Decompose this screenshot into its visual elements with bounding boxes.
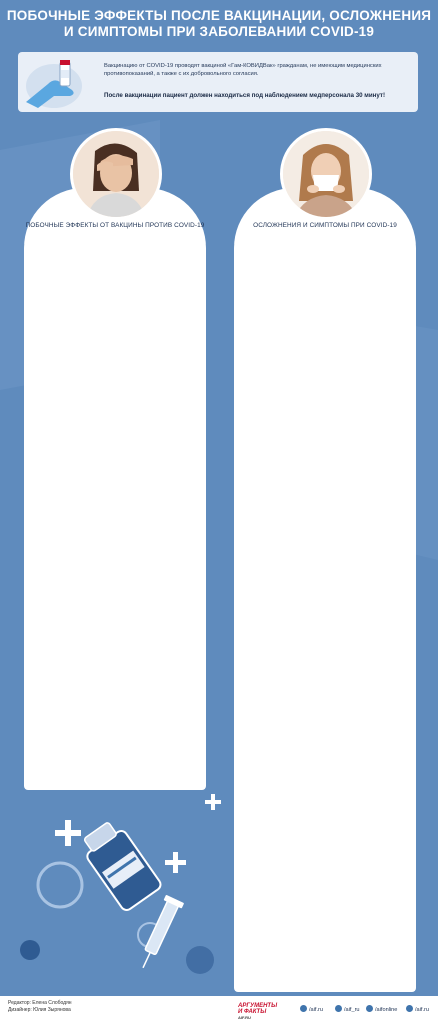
social-twitter-link[interactable]: /aif_ru	[335, 1005, 360, 1013]
left-column-heading: ПОБОЧНЫЕ ЭФФЕКТЫ ОТ ВАКЦИНЫ ПРОТИВ COVID-19	[25, 222, 205, 229]
right-column-heading: ОСЛОЖНЕНИЯ И СИМПТОМЫ ПРИ COVID-19	[253, 222, 397, 229]
facebook-icon	[366, 1005, 373, 1012]
right-column	[234, 128, 416, 992]
brand-logo[interactable]: АРГУМЕНТЫ И ФАКТЫ AIF.RU	[238, 1003, 278, 1020]
credit-editor: Редактор: Елена Слободян	[8, 1000, 72, 1006]
social-ok-link[interactable]: /aif.ru	[406, 1005, 429, 1013]
left-panel	[24, 188, 206, 790]
right-photo-sneezing	[280, 128, 372, 220]
intro-text: Вакцинацию от COVID-19 проводят вакциной «Гам-КОВИДВак» гражданам, не имеющим медицинских противопоказаний, а также с их добровольного согласия.	[104, 63, 382, 77]
credit-designer: Дизайнер: Юлия Зырянова	[8, 1007, 71, 1013]
left-photo-headache	[70, 128, 162, 220]
social-vk-link[interactable]: /aif.ru	[300, 1005, 323, 1013]
right-panel	[234, 188, 416, 992]
vk-icon	[300, 1005, 307, 1012]
intro-box	[18, 52, 418, 112]
left-column	[24, 128, 206, 790]
ok-icon	[406, 1005, 413, 1012]
twitter-icon	[335, 1005, 342, 1012]
social-facebook-link[interactable]: /aifonline	[366, 1005, 397, 1013]
main-title: ПОБОЧНЫЕ ЭФФЕКТЫ ПОСЛЕ ВАКЦИНАЦИИ, ОСЛОЖНЕНИЯ И СИМПТОМЫ ПРИ ЗАБОЛЕВАНИИ COVID-19	[6, 8, 432, 39]
credits	[8, 1000, 72, 1014]
intro-warning: После вакцинации пациент должен находиться под наблюдением медперсонала 30 минут!	[104, 92, 386, 99]
gloved-hand-vaccine-icon	[24, 56, 94, 108]
footer	[0, 996, 438, 1024]
